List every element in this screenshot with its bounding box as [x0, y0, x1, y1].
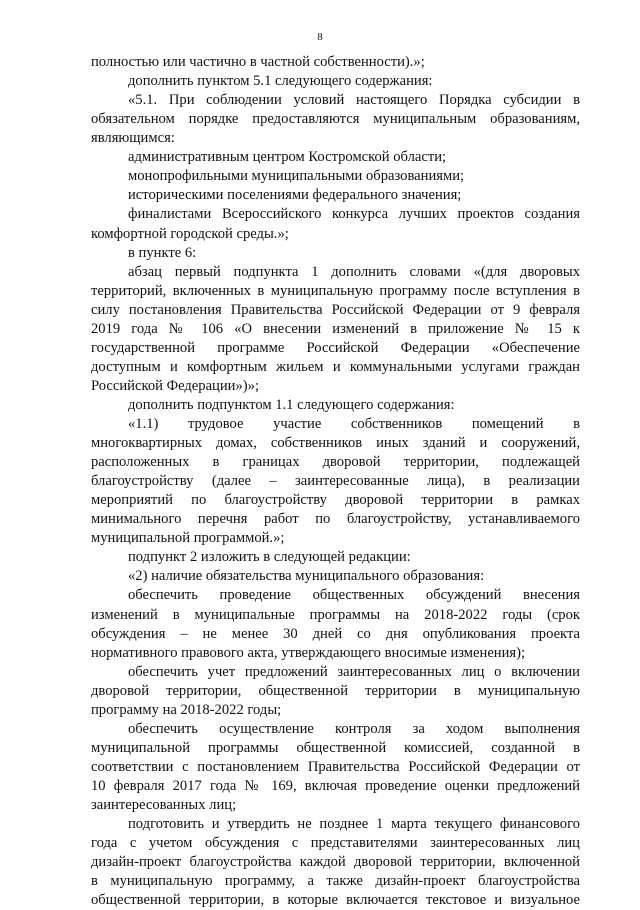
text-line: нормативного правового акта, утверждающего вносимые изменения); — [91, 644, 526, 661]
text-line: изменений в муниципальные программы на 2018-2022 годы (срок — [91, 606, 580, 623]
text-line: монопрофильными муниципальными образованиями; — [128, 168, 465, 185]
text-line: «1.1) трудовое участие собственников помещений в — [128, 415, 580, 432]
text-line: Российской Федерации»)»; — [91, 377, 259, 394]
text-line: расположенных в границах дворовой территории, подлежащей — [91, 454, 580, 471]
text-line: государственной программе Российской Федерации «Обеспечение — [91, 339, 580, 356]
text-line: силу постановления Правительства Российской Федерации от 9 февраля — [91, 301, 580, 318]
text-line: комфортной городской среды.»; — [91, 225, 289, 242]
text-line: обеспечить учет предложений заинтересованных лиц о включении — [128, 663, 580, 680]
text-line: дополнить подпунктом 1.1 следующего содержания: — [128, 396, 455, 413]
text-line: подготовить и утвердить не позднее 1 марта текущего финансового — [128, 816, 580, 832]
text-line: муниципальной программой.»; — [91, 530, 285, 547]
text-line: благоустройству (далее – заинтересованные лица), в реализации — [91, 473, 580, 490]
text-line: абзац первый подпункта 1 дополнить словами «(для дворовых — [128, 263, 580, 280]
text-line: обязательном порядке предоставляются муниципальным образованиям, — [91, 111, 580, 128]
text-line: обсуждения – не менее 30 дней со дня опубликования проекта — [91, 625, 580, 642]
text-line: года с учетом обсуждения с представителями заинтересованных лиц — [91, 835, 580, 852]
page-number: 8 — [317, 31, 323, 43]
text-line: дизайн-проект благоустройства каждой дворовой территории, включенной — [91, 854, 580, 871]
text-line: обеспечить проведение общественных обсуждений внесения — [128, 587, 580, 604]
text-line: историческими поселениями федерального значения; — [128, 187, 462, 204]
text-line: 10 февраля 2017 года № 169, включая проведение оценки предложений — [91, 777, 580, 794]
text-line: являющимся: — [91, 130, 175, 147]
text-line: «2) наличие обязательства муниципального образования: — [128, 568, 485, 585]
text-line: подпункт 2 изложить в следующей редакции: — [128, 549, 411, 566]
text-line: обеспечить осуществление контроля за ходом выполнения — [128, 720, 580, 737]
text-line: минимального перечня работ по благоустройству, устанавливаемого — [91, 511, 580, 528]
text-line: мероприятий по благоустройству дворовой территории в рамках — [91, 492, 580, 509]
text-line: программу на 2018-2022 годы; — [91, 701, 282, 718]
text-line: заинтересованных лиц; — [91, 797, 237, 813]
text-line: общественной территории, в которые включается текстовое и визуальное — [91, 892, 580, 909]
text-line: муниципальной программы общественной комиссией, созданной в — [91, 739, 580, 756]
text-line: в муниципальную программу, а также дизайн-проект благоустройства — [91, 873, 580, 890]
text-line: соответствии с постановлением Правительства Российской Федерации от — [91, 758, 580, 775]
text-line: дворовой территории, общественной территории в муниципальную — [91, 682, 580, 699]
text-line: в пункте 6: — [128, 244, 197, 261]
text-line: 2019 года № 106 «О внесении изменений в приложение № 15 к — [91, 320, 580, 337]
text-line: территорий, включенных в муниципальную программу после вступления в — [91, 282, 580, 299]
text-line: полностью или частично в частной собственности).»; — [91, 54, 425, 70]
text-line: дополнить пунктом 5.1 следующего содержания: — [128, 73, 433, 89]
text-line: финалистами Всероссийского конкурса лучших проектов создания — [128, 206, 580, 223]
text-line: многоквартирных домах, собственников иных зданий и сооружений, — [91, 435, 580, 451]
text-line: «5.1. При соблюдении условий настоящего Порядка субсидии в — [128, 92, 580, 109]
text-line: доступным и комфортным жильем и коммунальными услугами граждан — [91, 358, 580, 375]
text-line: административным центром Костромской области; — [128, 149, 447, 166]
